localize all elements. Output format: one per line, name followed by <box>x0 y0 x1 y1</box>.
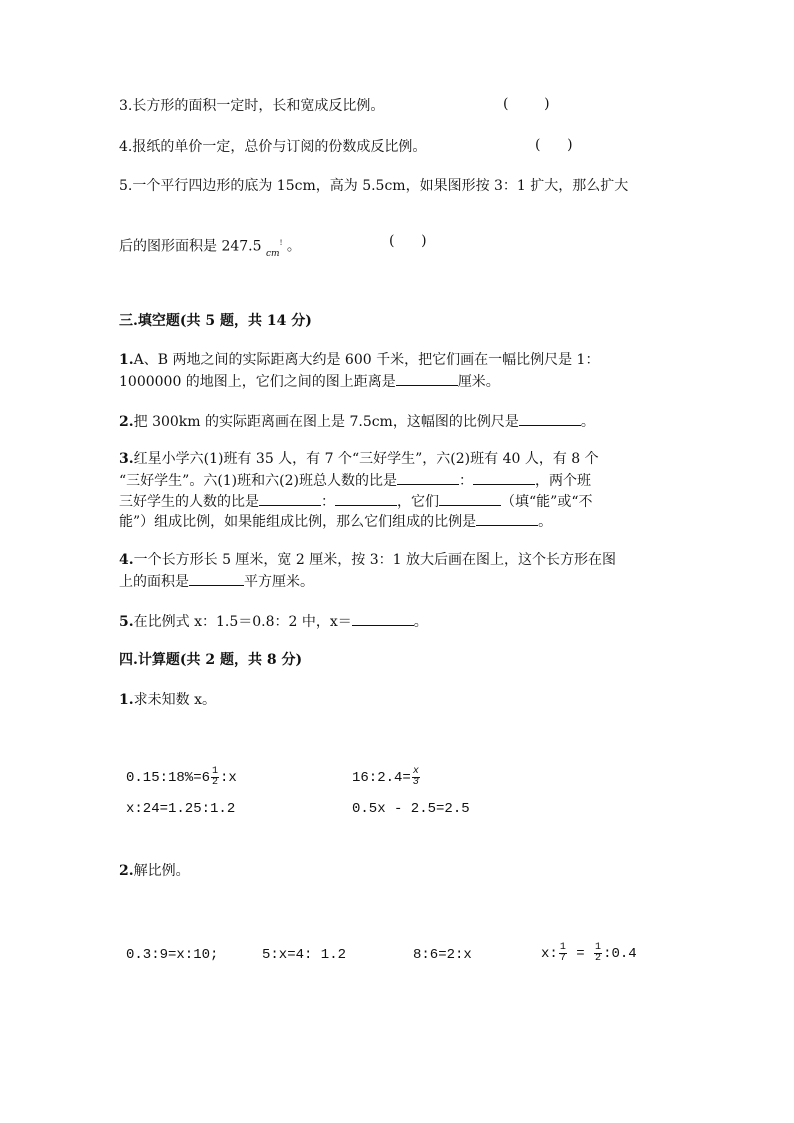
fill-q1-line1: 1.A、B 两地之间的实际距离大约是 600 千米，把它们画在一幅比例尺是 1： <box>119 352 600 368</box>
answer-blank[interactable] <box>335 490 397 506</box>
fraction: $\frac{x}{3}$ <box>412 766 419 788</box>
fraction: $\frac{1}{2}$ <box>212 766 219 788</box>
answer-blank[interactable] <box>189 570 244 586</box>
answer-blank[interactable] <box>352 610 414 626</box>
answer-blank[interactable] <box>439 490 501 506</box>
answer-blank[interactable] <box>396 370 458 386</box>
fraction: $\frac{1}{7}$ <box>559 942 566 964</box>
proportion-2: 5:x=4: 1.2 <box>262 947 347 963</box>
judge-q5-line1: 5.一个平行四边形的底为 15cm，高为 5.5cm，如果图形按 3：1 扩大，那么扩大 <box>119 178 629 194</box>
judge-q4: 4.报纸的单价一定，总价与订阅的份数成反比例。 <box>119 139 427 155</box>
fill-q3-line4: 能”）组成比例，如果能组成比例，那么它们组成的比例是 。 <box>119 510 552 532</box>
judge-q3-answer-paren[interactable]: ( ) <box>503 96 550 112</box>
judge-q3: 3.长方形的面积一定时，长和宽成反比例。 <box>119 98 385 114</box>
equation-2: 16:2.4= $\frac{x}{3}$ <box>352 766 419 788</box>
equation-3: x:24=1.25:1.2 <box>126 801 236 817</box>
judge-q5-line2: 后的图形面积是 247.5 $_{cm}$! 。 <box>119 238 301 259</box>
fill-q5: 5.在比例式 x：1.5＝0.8：2 中，x＝ 。 <box>119 610 428 632</box>
fill-q2: 2.把 300km 的实际距离画在图上是 7.5cm，这幅图的比例尺是 。 <box>119 410 595 432</box>
fill-q1-line2: 1000000 的地图上，它们之间的图上距离是 厘米。 <box>119 370 500 392</box>
fill-q3-line3: 三好学生的人数的比是 ： ，它们 （填“能”或“不 <box>119 490 592 512</box>
unit-superscript: ! <box>279 239 283 247</box>
answer-blank[interactable] <box>259 490 321 506</box>
equation-1: 0.15:18%=6 $\frac{1}{2}$ :x <box>126 766 237 788</box>
section4-title: 四.计算题(共 2 题，共 8 分) <box>119 652 303 668</box>
answer-blank[interactable] <box>519 410 581 426</box>
proportion-4: x: $\frac{1}{7}$ = $\frac{1}{2}$ :0.4 <box>541 942 637 964</box>
fill-q4-line2: 上的面积是 平方厘米。 <box>119 570 314 592</box>
fill-q4-line1: 4.一个长方形长 5 厘米，宽 2 厘米，按 3：1 放大后画在图上，这个长方形在图 <box>119 552 616 568</box>
proportion-1: 0.3:9=x:10; <box>126 947 219 963</box>
fill-q3-line1: 3.红星小学六(1)班有 35 人，有 7 个“三好学生”，六(2)班有 40 人，有 8 个 <box>119 451 599 467</box>
calc-q1: 1.求未知数 x。 <box>119 692 216 708</box>
answer-blank[interactable] <box>397 469 459 485</box>
equation-4: 0.5x - 2.5=2.5 <box>352 801 470 817</box>
answer-blank[interactable] <box>476 510 538 526</box>
judge-q5-answer-paren[interactable]: ( ) <box>389 233 427 249</box>
proportion-3: 8:6=2:x <box>413 947 472 963</box>
unit-cm: cm <box>265 248 280 259</box>
calc-q2: 2.解比例。 <box>119 863 190 879</box>
fill-q3-line2: “三好学生”。六(1)班和六(2)班总人数的比是 ： ，两个班 <box>119 469 591 491</box>
answer-blank[interactable] <box>473 469 535 485</box>
section3-title: 三.填空题(共 5 题，共 14 分) <box>119 313 312 329</box>
judge-q4-answer-paren[interactable]: ( ) <box>535 137 573 153</box>
fraction: $\frac{1}{2}$ <box>595 942 602 964</box>
